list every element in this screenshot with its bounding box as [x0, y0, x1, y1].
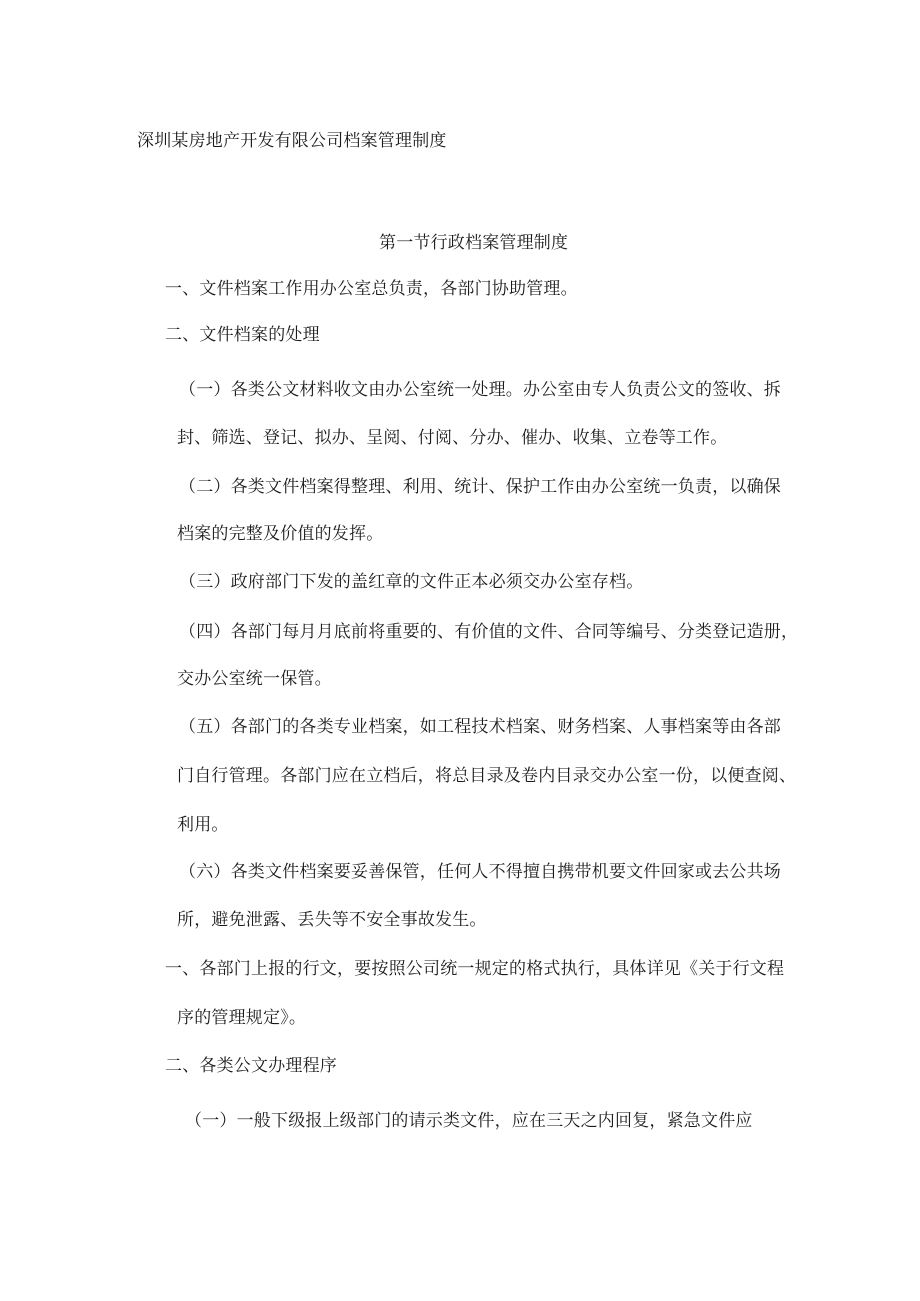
paragraph-line: （一）一般下级报上级部门的请示类文件，应在三天之内回复，紧急文件应 — [185, 1111, 753, 1131]
paragraph-line: （二）各类文件档案得整理、利用、统计、保护工作由办公室统一负责，以确保 — [179, 477, 781, 497]
paragraph-line: 封、筛选、登记、拟办、呈阅、付阅、分办、催办、收集、立卷等工作。 — [177, 428, 728, 448]
paragraph-line: 档案的完整及价值的发挥。 — [177, 524, 384, 544]
paragraph-line: （一）各类公文材料收文由办公室统一处理。办公室由专人负责公文的签收、拆 — [179, 380, 781, 400]
heading-line: 二、各类公文办理程序 — [165, 1056, 337, 1076]
paragraph-line: 序的管理规定》。 — [177, 1008, 307, 1028]
paragraph-line: （四）各部门每月月底前将重要的、有价值的文件、合同等编号、分类登记造册， — [179, 622, 799, 642]
heading-line: 一、各部门上报的行文，要按照公司统一规定的格式执行，具体详见《关于行文程 — [165, 959, 785, 979]
paragraph-line: （六）各类文件档案要妥善保管，任何人不得擅自携带机要文件回家或去公共场 — [179, 862, 781, 882]
paragraph-line: 所，避免泄露、丢失等不安全事故发生。 — [177, 910, 487, 930]
section-title: 第一节行政档案管理制度 — [379, 233, 569, 253]
paragraph-line: 门自行管理。各部门应在立档后，将总目录及卷内目录交办公室一份，以便查阅、 — [177, 766, 797, 786]
heading-line: 二、文件档案的处理 — [165, 325, 320, 345]
heading-line: 一、文件档案工作用办公室总负责，各部门协助管理。 — [165, 279, 578, 299]
paragraph-line: （五）各部门的各类专业档案，如工程技术档案、财务档案、人事档案等由各部 — [179, 717, 781, 737]
paragraph-line: 利用。 — [177, 815, 229, 835]
document-title: 深圳某房地产开发有限公司档案管理制度 — [137, 131, 447, 151]
paragraph-line: （三）政府部门下发的盖红章的文件正本必须交办公室存档。 — [179, 572, 644, 592]
paragraph-line: 交办公室统一保管。 — [177, 669, 332, 689]
